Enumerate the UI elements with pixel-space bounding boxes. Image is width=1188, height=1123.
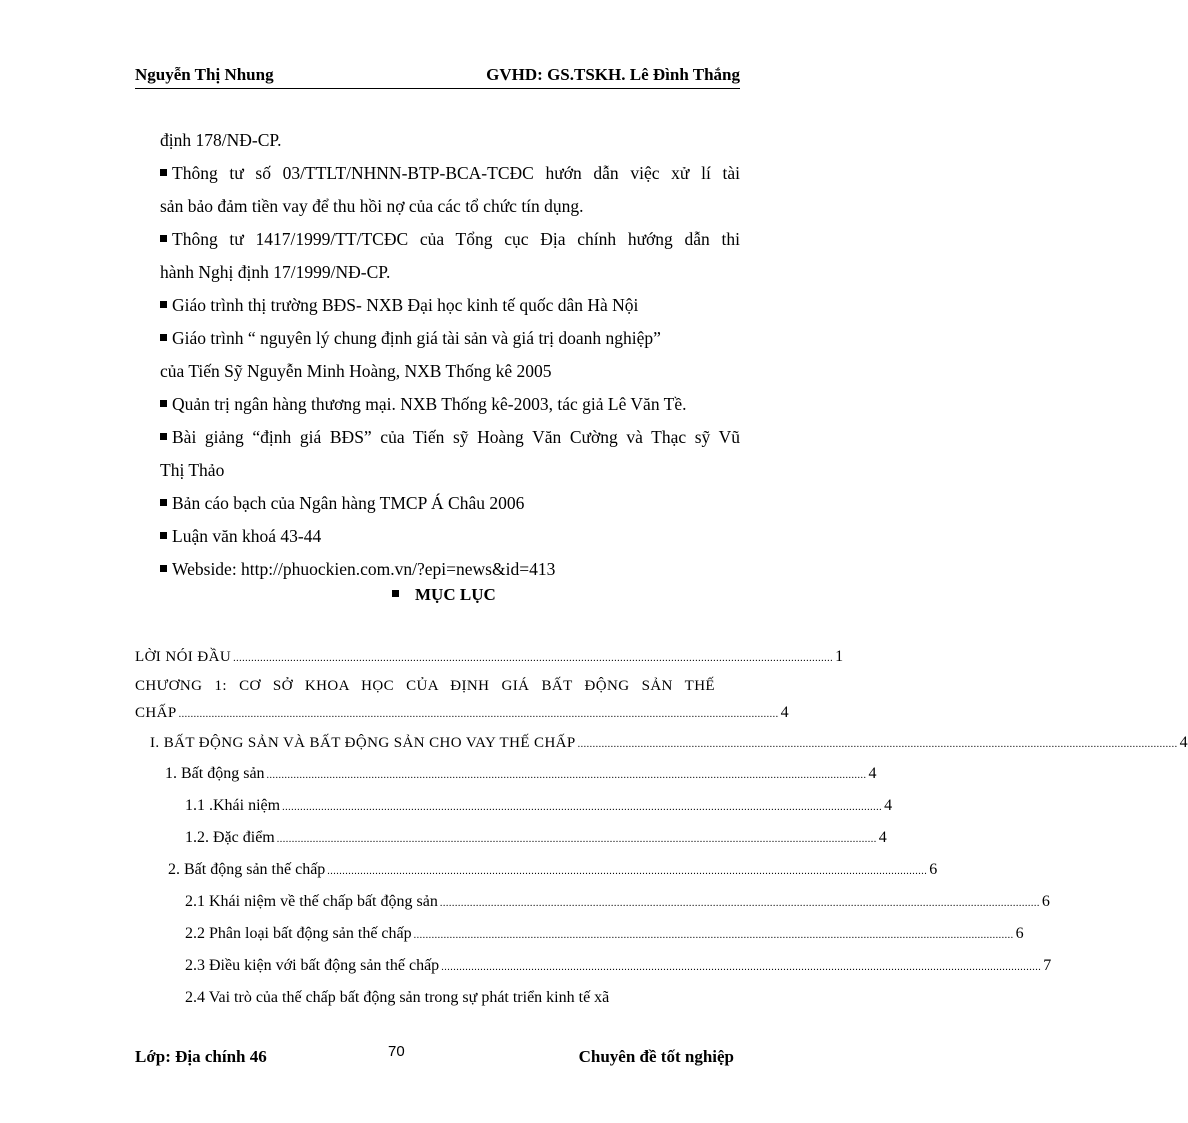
toc-page-number: 4	[884, 797, 893, 814]
reference-line: Thị Thảo	[160, 460, 225, 480]
toc-entry-label: CHẤP	[135, 705, 177, 721]
toc-entry	[165, 765, 877, 783]
toc-entry-label: 1.2. Đặc điểm	[185, 829, 275, 846]
toc-entry	[185, 893, 1050, 911]
toc-entry	[135, 704, 789, 722]
square-bullet-icon	[160, 433, 167, 440]
footer-class: Lớp: Địa chính 46	[135, 1047, 267, 1066]
toc-dot-leader: ........................................................................................................................................................................................................	[327, 866, 928, 877]
toc-entry-label: 2.3 Điều kiện với bất động sản thế chấp	[185, 957, 440, 974]
toc-entry	[150, 734, 1188, 752]
toc-dot-leader: ........................................................................................................................................................................................................	[441, 962, 1042, 973]
reference-item	[160, 295, 638, 316]
reference-item	[160, 163, 740, 184]
toc-entry	[185, 925, 1024, 943]
toc-page-number: 6	[1041, 893, 1050, 910]
reference-item	[160, 394, 686, 415]
reference-text: Webside: http://phuockien.com.vn/?epi=news&id=413	[172, 559, 556, 579]
toc-title: MỤC LỤC	[415, 585, 496, 604]
reference-text: Giáo trình thị trường BĐS- NXB Đại học kinh tế quốc dân Hà Nội	[172, 295, 639, 315]
toc-page-number: 6	[929, 861, 938, 878]
toc-chapter-title: CHƯƠNG 1: CƠ SỞ KHOA HỌC CỦA ĐỊNH GIÁ BẤT ĐỘNG SẢN THẾ	[135, 678, 715, 694]
reference-text: Quản trị ngân hàng thương mại. NXB Thống kê-2003, tác giả Lê Văn Tề.	[172, 394, 687, 414]
toc-entry-label: I. BẤT ĐỘNG SẢN VÀ BẤT ĐỘNG SẢN CHO VAY THẾ CHẤP	[150, 735, 576, 751]
toc-entry-label: 2.2 Phân loại bất động sản thế chấp	[185, 925, 412, 942]
footer-page-number: 70	[388, 1043, 405, 1060]
square-bullet-icon	[160, 532, 167, 539]
toc-dot-leader: ........................................................................................................................................................................................................	[282, 802, 883, 813]
toc-entry	[168, 861, 938, 879]
square-bullet-icon	[160, 334, 167, 341]
reference-line: định 178/NĐ-CP.	[160, 130, 282, 150]
square-bullet-icon	[160, 565, 167, 572]
square-bullet-icon	[160, 169, 167, 176]
page-header	[135, 64, 740, 89]
reference-text: Giáo trình “ nguyên lý chung định giá tài sản và giá trị doanh nghiệp”	[172, 328, 661, 348]
square-bullet-icon	[160, 400, 167, 407]
reference-line: của Tiến Sỹ Nguyễn Minh Hoàng, NXB Thống kê 2005	[160, 361, 552, 381]
square-bullet-icon	[160, 235, 167, 242]
square-bullet-icon	[392, 590, 399, 597]
toc-dot-leader: ........................................................................................................................................................................................................	[276, 834, 877, 845]
reference-text: Bản cáo bạch của Ngân hàng TMCP Á Châu 2006	[172, 493, 525, 513]
toc-dot-leader: ........................................................................................................................................................................................................	[178, 709, 779, 720]
toc-dot-leader: ........................................................................................................................................................................................................	[266, 770, 867, 781]
toc-entry-label: 2. Bất động sản thế chấp	[168, 861, 326, 878]
toc-entry-label: 1.1 .Khái niệm	[185, 797, 281, 814]
reference-item	[160, 328, 661, 349]
toc-page-number: 4	[868, 765, 877, 782]
toc-entry	[135, 648, 844, 666]
footer-title: Chuyên đề tốt nghiệp	[578, 1047, 734, 1066]
reference-text: Thông tư 1417/1999/TT/TCĐC của Tổng cục Địa chính hướng dẫn thi	[172, 229, 740, 249]
reference-item	[160, 559, 555, 580]
toc-heading	[392, 585, 496, 605]
reference-text: Luận văn khoá 43-44	[172, 526, 322, 546]
square-bullet-icon	[160, 301, 167, 308]
toc-page-number: 1	[835, 648, 844, 665]
header-author: Nguyễn Thị Nhung	[135, 65, 274, 84]
toc-entry-label: 2.1 Khái niệm về thế chấp bất động sản	[185, 893, 438, 910]
toc-page-number: 4	[780, 704, 789, 721]
toc-entry	[185, 797, 893, 815]
header-advisor: GVHD: GS.TSKH. Lê Đình Thắng	[486, 65, 740, 84]
toc-entry	[185, 829, 887, 847]
toc-dot-leader: ........................................................................................................................................................................................................	[233, 653, 834, 664]
reference-text: Thông tư số 03/TTLT/NHNN-BTP-BCA-TCĐC hướn dẫn việc xử lí tài	[172, 163, 740, 183]
toc-entry-label: 1. Bất động sản	[165, 765, 265, 782]
toc-entry-label	[135, 678, 715, 695]
reference-item	[160, 229, 740, 250]
toc-page-number: 6	[1015, 925, 1024, 942]
toc-dot-leader: ........................................................................................................................................................................................................	[577, 739, 1178, 750]
toc-entry-label: LỜI NÓI ĐẦU	[135, 649, 232, 665]
toc-entry	[185, 957, 1052, 975]
toc-entry	[185, 989, 738, 1007]
toc-dot-leader: ........................................................................................................................................................................................................	[439, 898, 1040, 909]
toc-page-number: 4	[1179, 734, 1188, 751]
reference-item	[160, 493, 524, 514]
reference-line: sản bảo đảm tiền vay để thu hồi nợ của các tổ chức tín dụng.	[160, 196, 584, 216]
toc-dot-leader: ........................................................................................................................................................................................................	[413, 930, 1014, 941]
toc-page-number: 7	[1043, 957, 1052, 974]
reference-item	[160, 427, 740, 448]
reference-text: Bài giảng “định giá BĐS” của Tiến sỹ Hoàng Văn Cường và Thạc sỹ Vũ	[172, 427, 740, 447]
toc-page-number: 4	[878, 829, 887, 846]
reference-line: hành Nghị định 17/1999/NĐ-CP.	[160, 262, 391, 282]
square-bullet-icon	[160, 499, 167, 506]
toc-entry-label: 2.4 Vai trò của thế chấp bất động sản trong sự phát triển kinh tế xã	[185, 989, 610, 1006]
reference-item	[160, 526, 321, 547]
